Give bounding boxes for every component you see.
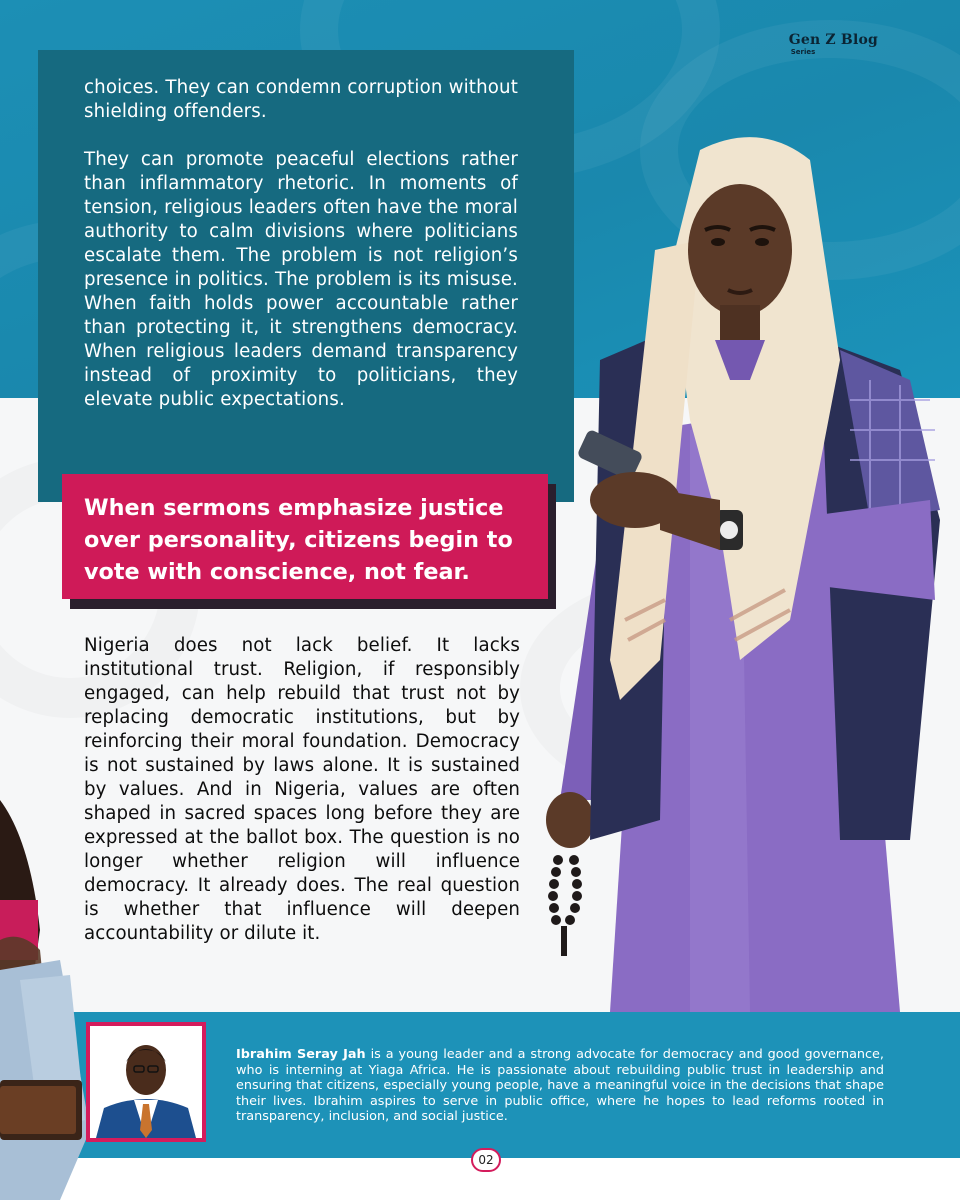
woman-illustration-partial (0, 800, 95, 1200)
page-number: 02 (471, 1148, 501, 1172)
author-description: is a young leader and a strong advocate for democracy and good governance, who is interning at Yiaga Africa. He is passionate about rebuilding public trust in leadership and ensuring that citizens, especially young people, have a meaningful voice in the decisions that shape their lives. Ibrahim aspires to serve in public office, where he hopes to lead reforms rooted in transparency, inclusion, and social justice. (236, 1047, 884, 1124)
brand-logo (789, 32, 878, 56)
paragraph-3: Nigeria does not lack belief. It lacks institutional trust. Religion, if responsibly engaged, can help rebuild that trust not by replacing democratic institutions, but by reinforcing their moral foundation. Democracy is not sustained by laws alone. It is sustained by values. And in Nigeria, values are often shaped in sacred spaces long before they are expressed at the ballot box. The question is no longer whether religion will influence democracy. It already does. The real question is whether that influence will deepen accountability or dilute it. (84, 635, 520, 944)
man-illustration (540, 100, 960, 1012)
paragraph-2: They can promote peaceful elections rather than inflammatory rhetoric. In moments of tension, religious leaders often have the moral authority to calm divisions where politicians escalate them. The problem is not religion’s presence in politics. The problem is its misuse. When faith holds power accountable rather than protecting it, it strengthens democracy. When religious leaders demand transparency instead of proximity to politicians, they elevate public expectations. (84, 149, 518, 410)
author-photo (86, 1022, 206, 1142)
lower-article-text (84, 634, 520, 946)
article-text-panel (38, 50, 574, 502)
paragraph-1: choices. They can condemn corruption without shielding offenders. (84, 77, 518, 122)
pull-quote-text: When sermons emphasize justice over personality, citizens begin to vote with conscience, not fear. (84, 495, 513, 585)
author-bio (236, 1047, 884, 1125)
brand-subtitle: Series (790, 48, 816, 56)
pull-quote (62, 474, 548, 599)
brand-title: Gen Z Blog (788, 32, 878, 48)
author-name: Ibrahim Seray Jah (236, 1047, 366, 1062)
